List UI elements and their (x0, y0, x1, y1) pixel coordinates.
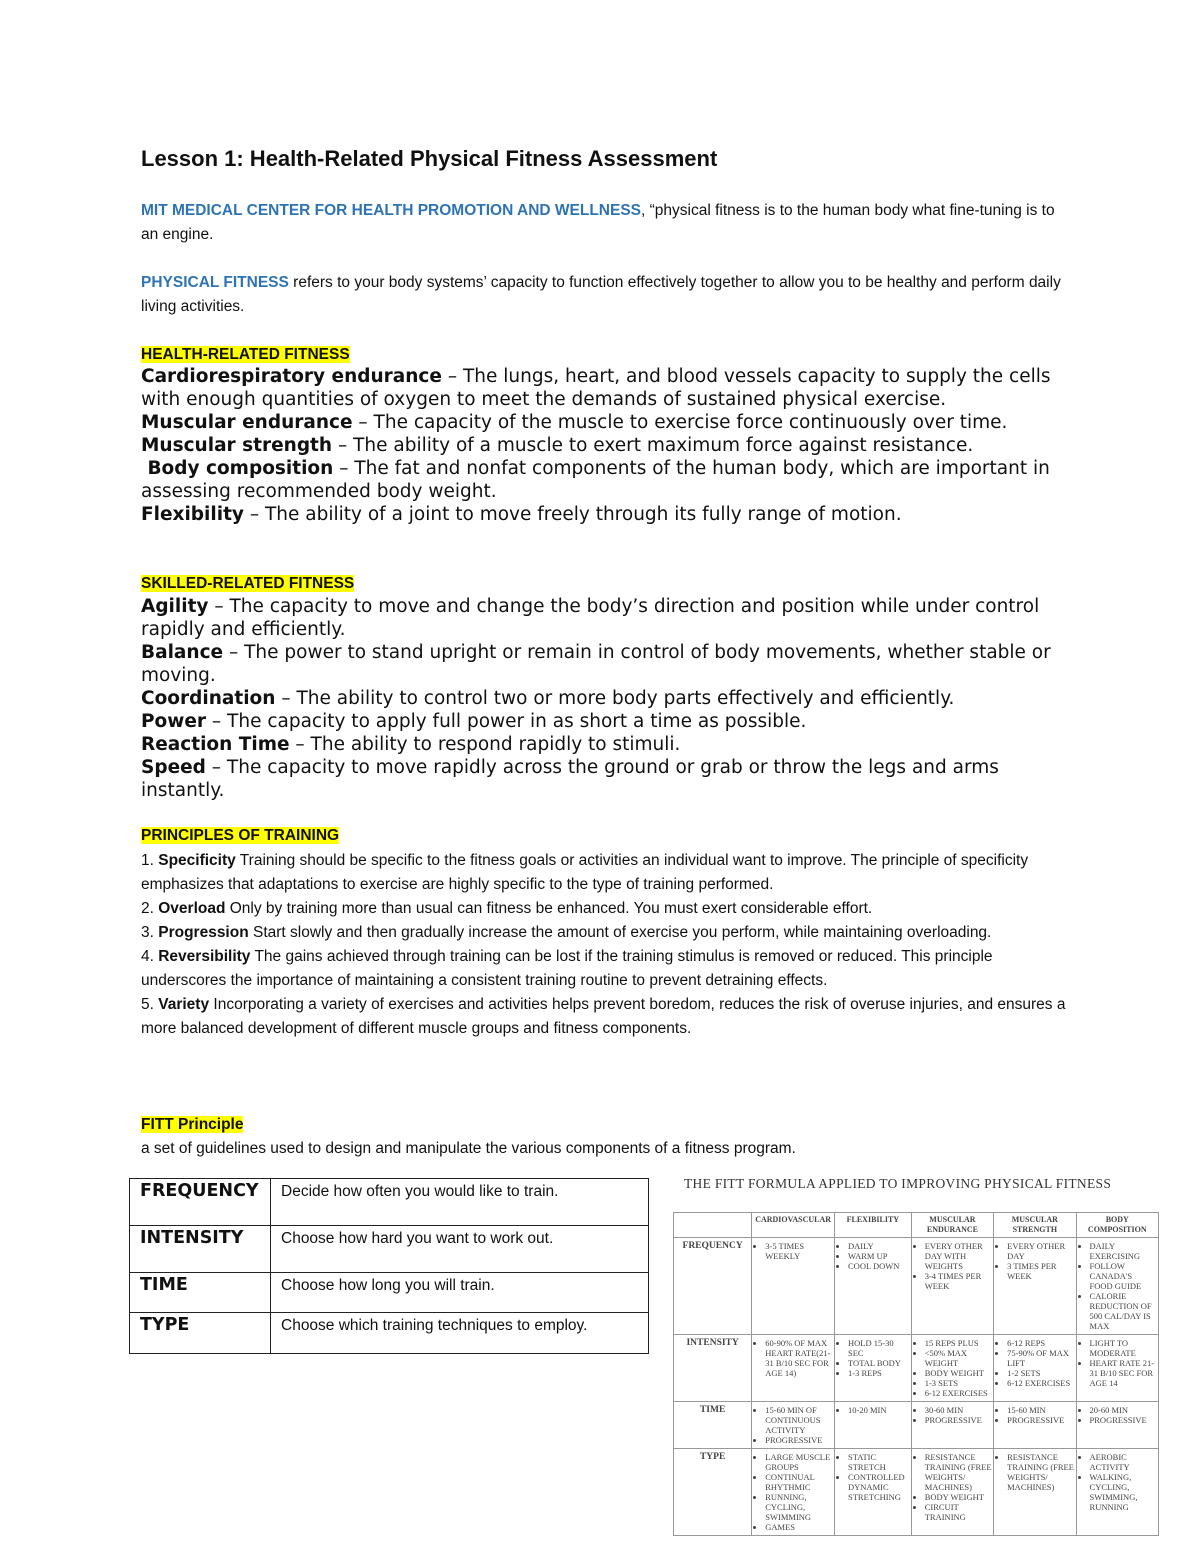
formula-cell-list (836, 1241, 910, 1271)
formula-cell-item: • GAMES (765, 1522, 833, 1532)
principle-item (141, 849, 1071, 897)
formula-cell-item: • 1-3 REPS (848, 1368, 910, 1378)
formula-cell-item: • 3-5 TIMES WEEKLY (765, 1241, 833, 1261)
pf-text: refers to your body systems’ capacity to function effectively together to allow you to be healthy and perform daily living activities. (141, 274, 1061, 315)
health-term: Muscular endurance (141, 412, 353, 433)
fitt-value: Choose how hard you want to work out. (271, 1226, 649, 1273)
principle-number: 4. (141, 948, 159, 965)
formula-cell (994, 1335, 1076, 1402)
health-heading: HEALTH-RELATED FITNESS (141, 346, 350, 363)
skill-text: – The capacity to move and change the body’s direction and position while under control rapidly and efficiently. (141, 596, 1040, 640)
formula-cell-item: • TOTAL BODY (848, 1358, 910, 1368)
formula-cell-item: • EVERY OTHER DAY (1007, 1241, 1074, 1261)
health-term: Cardiorespiratory endurance (141, 366, 442, 387)
formula-cell-item: • PROGRESSIVE (1007, 1415, 1074, 1425)
fitt-value: Choose how long you will train. (271, 1273, 649, 1313)
health-term: Muscular strength (141, 435, 333, 456)
health-item (141, 365, 1081, 411)
principle-item (141, 897, 1071, 921)
skill-item (141, 687, 1081, 710)
formula-cell-item: • WARM UP (848, 1251, 910, 1261)
health-text: – The fat and nonfat components of the human body, which are important in assessing recommended body weight. (141, 458, 1050, 502)
health-text: – The ability of a joint to move freely through its fully range of motion. (243, 504, 902, 525)
formula-cell (752, 1238, 835, 1335)
formula-cell-item: • WALKING, CYCLING, SWIMMING, RUNNING (1090, 1472, 1157, 1512)
formula-cell-item: • RESISTANCE TRAINING (FREE WEIGHTS/ MACHINES) (1007, 1452, 1074, 1492)
formula-cell (835, 1335, 912, 1402)
formula-cell (911, 1335, 993, 1402)
formula-cell (835, 1449, 912, 1536)
fitt-row (130, 1226, 649, 1273)
health-text: – The capacity of the muscle to exercise force continuously over time. (352, 412, 1008, 433)
principle-number: 3. (141, 924, 159, 941)
health-definitions (141, 365, 1081, 526)
formula-row (674, 1449, 1159, 1536)
principle-text: Only by training more than usual can fitness be enhanced. You must exert considerable effort. (225, 900, 873, 917)
skill-heading-line (141, 572, 1071, 596)
formula-cell-item: • CONTINUAL RHYTHMIC (765, 1472, 833, 1492)
fitt-row (130, 1273, 649, 1313)
principle-item (141, 921, 1071, 945)
fitt-key: INTENSITY (130, 1226, 271, 1273)
formula-cell (1076, 1238, 1158, 1335)
principle-term: Specificity (158, 852, 236, 869)
principle-item (141, 945, 1071, 993)
intro-quote: , “physical fitness is to the human body what fine-tuning is to an engine. (141, 202, 1055, 243)
formula-cell-item: • DAILY EXERCISING (1090, 1241, 1157, 1261)
formula-row (674, 1335, 1159, 1402)
physical-fitness-paragraph (141, 271, 1071, 319)
health-term: Body composition (141, 458, 334, 479)
fitt-heading-line (141, 1113, 1071, 1137)
formula-cell-item: • FOLLOW CANADA'S FOOD GUIDE (1090, 1261, 1157, 1291)
skill-text: – The ability to respond rapidly to stimuli. (289, 734, 681, 755)
fitt-value: Decide how often you would like to train. (271, 1179, 649, 1226)
formula-cell (994, 1449, 1076, 1536)
formula-cell-item: • BODY WEIGHT (925, 1368, 992, 1378)
formula-cell (994, 1238, 1076, 1335)
formula-cell-list (995, 1338, 1074, 1388)
formula-cell-list (913, 1241, 992, 1291)
formula-cell-item: • 1-2 SETS (1007, 1368, 1074, 1378)
formula-cell-list (753, 1452, 833, 1532)
fitt-row (130, 1179, 649, 1226)
fitt-value: Choose which training techniques to employ. (271, 1313, 649, 1354)
health-item (141, 434, 1081, 457)
formula-cell (911, 1449, 993, 1536)
formula-cell-item: • HEART RATE 21-31 B/10 SEC FOR AGE 14 (1090, 1358, 1157, 1388)
formula-cell-item: • PROGRESSIVE (925, 1415, 992, 1425)
principle-text: Start slowly and then gradually increase the amount of exercise you perform, while maintaining overloading. (248, 924, 992, 941)
fitt-formula-table (673, 1212, 1159, 1536)
formula-row (674, 1238, 1159, 1335)
formula-row-label: TYPE (674, 1449, 752, 1536)
principle-term: Reversibility (158, 948, 251, 965)
skill-item (141, 710, 1081, 733)
formula-cell (911, 1238, 993, 1335)
pf-term: PHYSICAL FITNESS (141, 274, 289, 291)
formula-cell-item: • DAILY (848, 1241, 910, 1251)
health-item (141, 457, 1081, 503)
formula-cell-list (836, 1405, 910, 1415)
page-title: Lesson 1: Health-Related Physical Fitness Assessment (141, 146, 718, 171)
skill-item (141, 756, 1081, 802)
formula-header-row (674, 1213, 1159, 1238)
skill-term: Coordination (141, 688, 276, 709)
health-text: – The ability of a muscle to exert maximum force against resistance. (332, 435, 974, 456)
formula-cell-item: • AEROBIC ACTIVITY (1090, 1452, 1157, 1472)
formula-cell-list (913, 1452, 992, 1522)
fitt-key: TYPE (130, 1313, 271, 1354)
skill-item (141, 733, 1081, 756)
fitt-description: a set of guidelines used to design and manipulate the various components of a fitness program. (141, 1140, 796, 1157)
formula-cell-item: • 15-60 MIN OF CONTINUOUS ACTIVITY (765, 1405, 833, 1435)
formula-cell-item: • 30-60 MIN (925, 1405, 992, 1415)
formula-cell-list (995, 1241, 1074, 1281)
intro-source: MIT MEDICAL CENTER FOR HEALTH PROMOTION AND WELLNESS (141, 202, 642, 219)
skill-term: Balance (141, 642, 224, 663)
formula-cell-item: • 6-12 EXERCISES (1007, 1378, 1074, 1388)
skill-heading: SKILLED-RELATED FITNESS (141, 575, 355, 592)
formula-cell (911, 1402, 993, 1449)
formula-cell-list (753, 1405, 833, 1445)
principle-number: 2. (141, 900, 159, 917)
skill-term: Agility (141, 596, 209, 617)
formula-cell-item: • STATIC STRETCH (848, 1452, 910, 1472)
formula-cell-item: • <50% MAX WEIGHT (925, 1348, 992, 1368)
principle-term: Progression (158, 924, 249, 941)
formula-row-label: TIME (674, 1402, 752, 1449)
fitt-formula-title: THE FITT FORMULA APPLIED TO IMPROVING PHYSICAL FITNESS (684, 1176, 1112, 1191)
formula-column-header: BODY COMPOSITION (1076, 1213, 1158, 1238)
formula-column-header: CARDIOVASCULAR (752, 1213, 835, 1238)
formula-cell-item: • PROGRESSIVE (1090, 1415, 1157, 1425)
formula-cell-list (913, 1405, 992, 1425)
skill-term: Reaction Time (141, 734, 290, 755)
formula-cell-item: • 60-90% OF MAX HEART RATE(21-31 B/10 SEC FOR AGE 14) (765, 1338, 833, 1378)
formula-row-label: INTENSITY (674, 1335, 752, 1402)
formula-column-header: MUSCULAR ENDURANCE (911, 1213, 993, 1238)
formula-cell-item: • PROGRESSIVE (765, 1435, 833, 1445)
health-item (141, 411, 1081, 434)
formula-cell-item: • 6-12 EXERCISES (925, 1388, 992, 1398)
formula-cell-item: • 15-60 MIN (1007, 1405, 1074, 1415)
formula-cell-item: • CALORIE REDUCTION OF 500 CAL/DAY IS MAX (1090, 1291, 1157, 1331)
formula-cell-list (836, 1338, 910, 1378)
formula-cell-item: • LARGE MUSCLE GROUPS (765, 1452, 833, 1472)
principle-item (141, 993, 1071, 1041)
formula-cell-item: • CIRCUIT TRAINING (925, 1502, 992, 1522)
principle-text: Incorporating a variety of exercises and activities helps prevent boredom, reduces the risk of overuse injuries, and ensures a more balanced development of different muscle groups and fitness components. (141, 996, 1066, 1037)
formula-cell-list (1078, 1241, 1157, 1331)
skill-term: Speed (141, 757, 206, 778)
formula-row-label: FREQUENCY (674, 1238, 752, 1335)
formula-cell (835, 1238, 912, 1335)
skill-text: – The power to stand upright or remain in control of body movements, whether stable or moving. (141, 642, 1051, 686)
principle-text: The gains achieved through training can be lost if the training stimulus is removed or reduced. This principle underscores the importance of maintaining a consistent training routine to prevent detraining effects. (141, 948, 993, 989)
principles-heading: PRINCIPLES OF TRAINING (141, 827, 340, 844)
formula-cell-item: • 75-90% OF MAX LIFT (1007, 1348, 1074, 1368)
skill-item (141, 641, 1081, 687)
fitt-heading: FITT Principle (141, 1116, 244, 1133)
formula-cell-item: • BODY WEIGHT (925, 1492, 992, 1502)
fitt-row (130, 1313, 649, 1354)
formula-cell (752, 1402, 835, 1449)
formula-cell-item: • 6-12 REPS (1007, 1338, 1074, 1348)
principles-heading-line (141, 824, 1071, 848)
formula-cell-item: • EVERY OTHER DAY WITH WEIGHTS (925, 1241, 992, 1271)
formula-cell (994, 1402, 1076, 1449)
formula-cell-list (836, 1452, 910, 1502)
skill-item (141, 595, 1081, 641)
principle-number: 1. (141, 852, 159, 869)
formula-cell-item: • 1-3 SETS (925, 1378, 992, 1388)
formula-cell-item: • RUNNING, CYCLING, SWIMMING (765, 1492, 833, 1522)
health-term: Flexibility (141, 504, 244, 525)
skill-text: – The ability to control two or more body parts effectively and efficiently. (275, 688, 955, 709)
formula-column-header: MUSCULAR STRENGTH (994, 1213, 1076, 1238)
formula-cell-list (1078, 1405, 1157, 1425)
intro-paragraph (141, 199, 1071, 247)
formula-cell-list (995, 1452, 1074, 1492)
fitt-key: FREQUENCY (130, 1179, 271, 1226)
principle-number: 5. (141, 996, 159, 1013)
skill-term: Power (141, 711, 207, 732)
formula-cell-list (1078, 1452, 1157, 1512)
formula-cell-item: • RESISTANCE TRAINING (FREE WEIGHTS/ MACHINES) (925, 1452, 992, 1492)
principles-list (141, 849, 1071, 1041)
health-item (141, 503, 1081, 526)
formula-cell (752, 1449, 835, 1536)
principle-text: Training should be specific to the fitness goals or activities an individual want to improve. The principle of specificity emphasizes that adaptations to exercise are highly specific to the type of training performed. (141, 852, 1029, 893)
formula-cell-item: • 15 REPS PLUS (925, 1338, 992, 1348)
formula-column-header: FLEXIBILITY (835, 1213, 912, 1238)
fitt-key: TIME (130, 1273, 271, 1313)
formula-cell-item: • 10-20 MIN (848, 1405, 910, 1415)
formula-cell (1076, 1335, 1158, 1402)
formula-cell-item: • HOLD 15-30 SEC (848, 1338, 910, 1358)
formula-cell-list (1078, 1338, 1157, 1388)
formula-cell-item: • 20-60 MIN (1090, 1405, 1157, 1415)
health-text: – The lungs, heart, and blood vessels capacity to supply the cells with enough quantities of oxygen to meet the demands of sustained physical exercise. (141, 366, 1051, 410)
formula-corner-cell (674, 1213, 752, 1238)
formula-cell (1076, 1402, 1158, 1449)
formula-cell-item: • LIGHT TO MODERATE (1090, 1338, 1157, 1358)
fitt-table (129, 1178, 649, 1354)
principle-term: Variety (158, 996, 210, 1013)
formula-cell-item: • 3 TIMES PER WEEK (1007, 1261, 1074, 1281)
skill-text: – The capacity to move rapidly across the ground or grab or throw the legs and arms instantly. (141, 757, 999, 801)
formula-cell-list (995, 1405, 1074, 1425)
skill-text: – The capacity to apply full power in as short a time as possible. (206, 711, 807, 732)
formula-cell-list (913, 1338, 992, 1398)
formula-cell (1076, 1449, 1158, 1536)
formula-cell-item: • 3-4 TIMES PER WEEK (925, 1271, 992, 1291)
formula-cell (752, 1335, 835, 1402)
skill-definitions (141, 595, 1081, 802)
formula-cell-list (753, 1338, 833, 1378)
formula-cell-list (753, 1241, 833, 1261)
principle-term: Overload (158, 900, 226, 917)
formula-body (674, 1238, 1159, 1536)
formula-cell-item: • COOL DOWN (848, 1261, 910, 1271)
formula-cell-item: • CONTROLLED DYNAMIC STRETCHING (848, 1472, 910, 1502)
formula-cell (835, 1402, 912, 1449)
health-heading-line (141, 343, 1071, 367)
formula-row (674, 1402, 1159, 1449)
